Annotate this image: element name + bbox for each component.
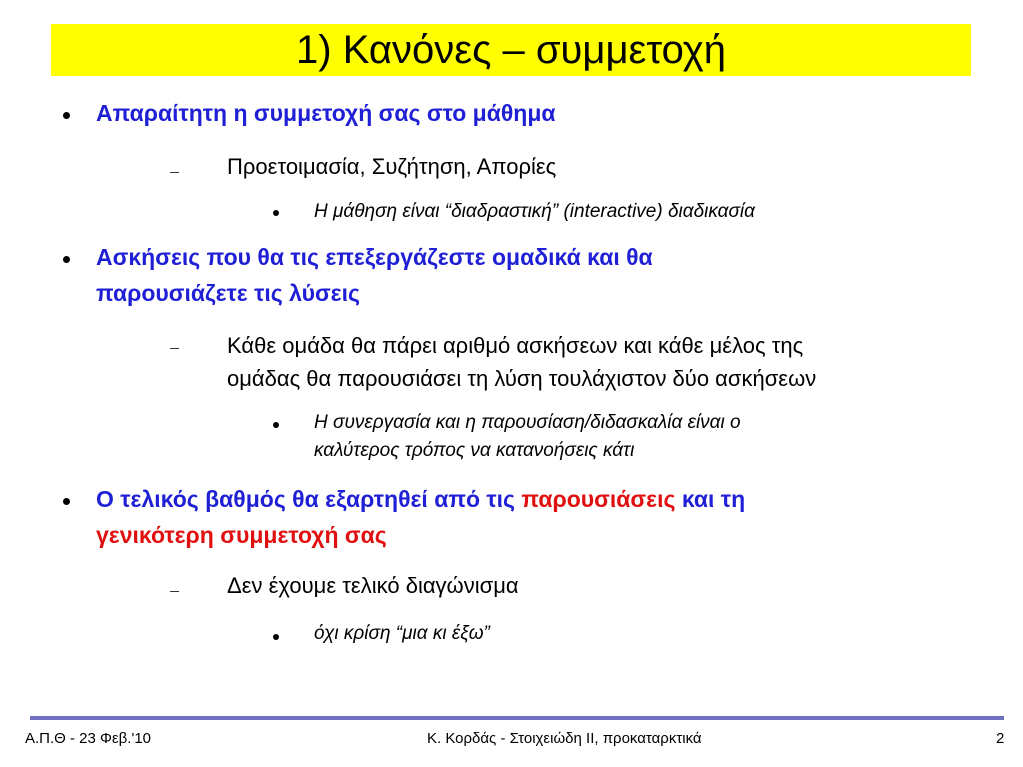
section-3-sub: Δεν έχουμε τελικό διαγώνισμα <box>227 573 519 598</box>
section-3-heading-highlight: παρουσιάσεις <box>521 486 676 512</box>
bullet-dot <box>63 498 70 505</box>
section-2-heading-line-1: Ασκήσεις που θα τις επεξεργάζεστε ομαδικά και θα <box>96 244 653 270</box>
section-2-detail-line-1: Η συνεργασία και η παρουσίαση/διδασκαλία είναι ο <box>314 412 741 433</box>
footer-left: Α.Π.Θ - 23 Φεβ.'10 <box>25 730 152 747</box>
section-3-heading-line-1 <box>96 482 745 517</box>
slide-title: 1) Κανόνες – συμμετοχή <box>296 28 726 72</box>
page-number: 2 <box>996 730 1005 747</box>
section-1-heading: Απαραίτητη η συμμετοχή σας στο μάθημα <box>96 100 556 126</box>
bullet-dot <box>63 112 70 119</box>
footer-center: Κ. Κορδάς - Στοιχειώδη ΙΙ, προκαταρκτικά <box>427 730 702 747</box>
section-2-sub-line-2: ομάδας θα παρουσιάσει τη λύση τουλάχιστον δύο ασκήσεων <box>227 366 817 391</box>
section-2-detail-line-2: καλύτερος τρόπος να κατανοήσεις κάτι <box>314 440 635 461</box>
section-3-heading-part-1: Ο τελικός βαθμός θα εξαρτηθεί από τις <box>96 486 522 512</box>
section-3-heading-part-2: και τη <box>675 486 746 512</box>
footer-rule <box>30 716 1004 720</box>
dash-marker <box>170 172 179 173</box>
title-banner <box>51 24 971 76</box>
bullet-dot <box>273 422 279 428</box>
section-3-detail: όχι κρίση “μια κι έξω” <box>314 623 490 644</box>
dash-marker <box>170 591 179 592</box>
section-3-heading-highlight-2: γενικότερη συμμετοχή σας <box>96 522 387 548</box>
bullet-dot <box>273 634 279 640</box>
bullet-dot <box>63 256 70 263</box>
section-1-detail: Η μάθηση είναι “διαδραστική” (interactive) διαδικασία <box>314 201 755 222</box>
dash-marker <box>170 348 179 349</box>
section-1-sub: Προετοιμασία, Συζήτηση, Απορίες <box>227 154 557 179</box>
section-3-heading-line-2 <box>96 518 387 553</box>
section-2-heading-line-2: παρουσιάζετε τις λύσεις <box>96 280 360 306</box>
section-2-sub-line-1: Κάθε ομάδα θα πάρει αριθμό ασκήσεων και κάθε μέλος της <box>227 333 804 358</box>
bullet-dot <box>273 210 279 216</box>
